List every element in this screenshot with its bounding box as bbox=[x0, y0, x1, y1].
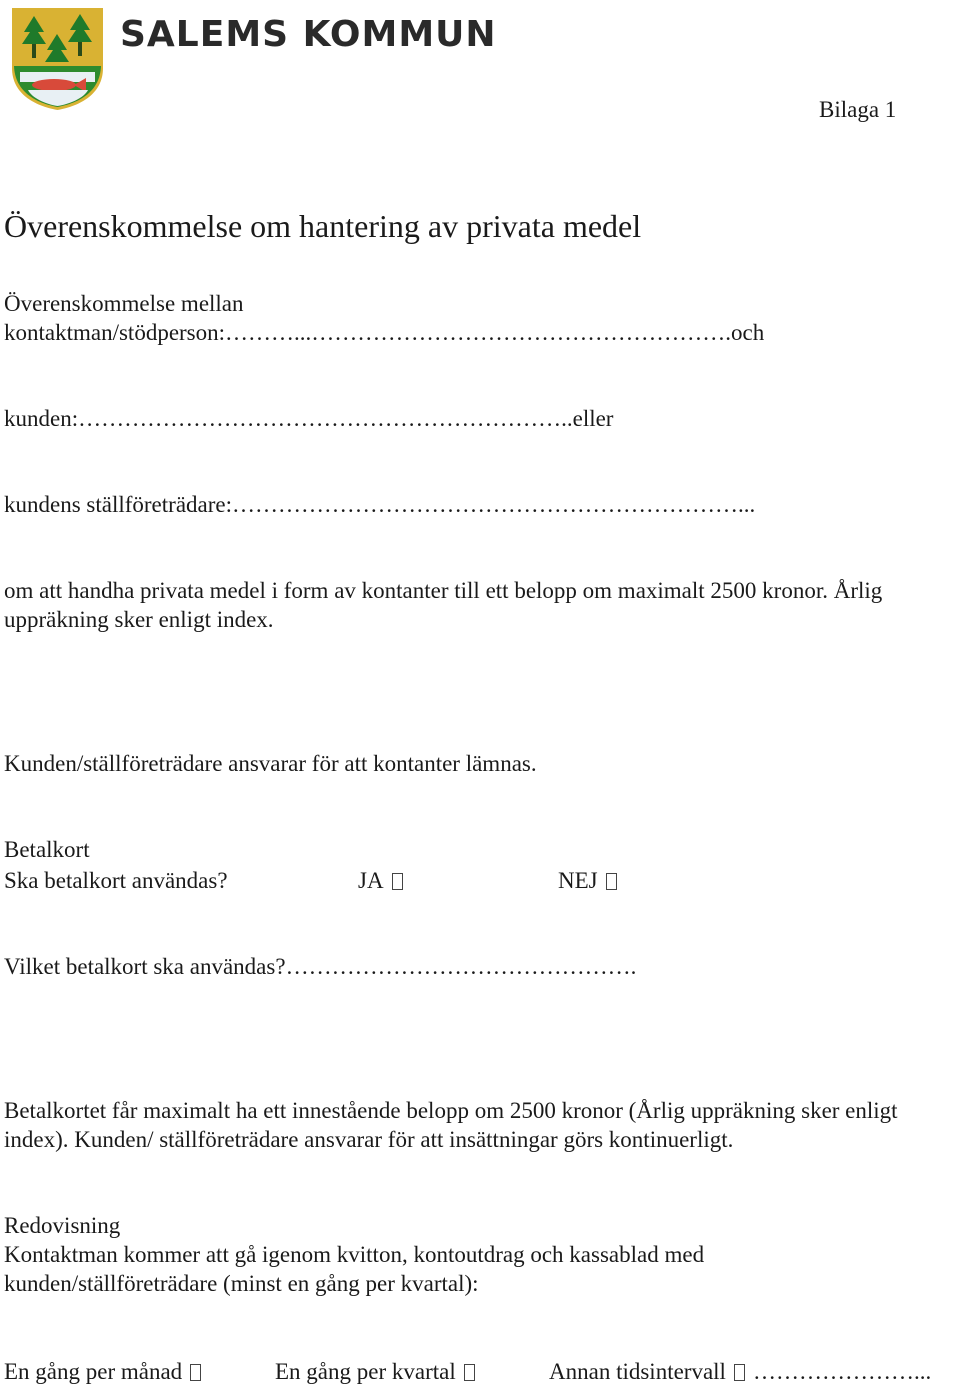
no-label: NEJ bbox=[558, 868, 598, 893]
which-card-blank: ………………………………………. bbox=[285, 954, 637, 979]
monthly-option[interactable] bbox=[4, 1357, 201, 1386]
customer-blank: ………………………………………………………..eller bbox=[78, 406, 614, 431]
contact-person-blank: ………...……………………………………………….och bbox=[225, 320, 765, 345]
other-interval-label: Annan tidsintervall bbox=[549, 1359, 726, 1384]
payment-card-question: Ska betalkort användas? bbox=[4, 868, 228, 893]
other-interval-checkbox[interactable] bbox=[734, 1364, 745, 1381]
monthly-checkbox[interactable] bbox=[190, 1364, 201, 1381]
municipality-name: SALEMS KOMMUN bbox=[120, 14, 497, 55]
customer-label: kunden: bbox=[4, 406, 79, 431]
contact-person-field[interactable] bbox=[4, 318, 764, 347]
monthly-label: En gång per månad bbox=[4, 1359, 183, 1384]
customer-field[interactable] bbox=[4, 404, 613, 433]
cash-handling-paragraph: om att handha privata medel i form av kontanter till ett belopp om maximalt 2500 kronor. Årlig uppräkning sker enligt index. bbox=[4, 578, 883, 632]
no-option[interactable] bbox=[558, 866, 617, 895]
page-title: Överenskommelse om hantering av privata medel bbox=[4, 208, 642, 244]
reporting-heading: Redovisning bbox=[4, 1213, 121, 1238]
which-card-field[interactable] bbox=[4, 952, 636, 981]
cash-responsibility-text: Kunden/ställföreträdare ansvarar för att kontanter lämnas. bbox=[4, 751, 537, 776]
yes-checkbox[interactable] bbox=[392, 873, 403, 890]
representative-blank: …………………………………………………………... bbox=[232, 492, 756, 517]
contact-person-label: kontaktman/stödperson: bbox=[4, 320, 226, 345]
other-interval-blank: …………………... bbox=[752, 1359, 932, 1384]
representative-label: kundens ställföreträdare: bbox=[4, 492, 232, 517]
which-card-label: Vilket betalkort ska användas? bbox=[4, 954, 286, 979]
reporting-text-line1: Kontaktman kommer att gå igenom kvitton, kontoutdrag och kassablad med bbox=[4, 1242, 705, 1267]
agreement-intro: Överenskommelse mellan bbox=[4, 291, 244, 316]
representative-field[interactable] bbox=[4, 490, 755, 519]
attachment-label: Bilaga 1 bbox=[819, 97, 897, 122]
yes-option[interactable] bbox=[358, 866, 403, 895]
quarterly-checkbox[interactable] bbox=[464, 1364, 475, 1381]
no-checkbox[interactable] bbox=[606, 873, 617, 890]
municipal-coat-of-arms-icon bbox=[10, 6, 105, 112]
quarterly-label: En gång per kvartal bbox=[275, 1359, 456, 1384]
reporting-text-line2: kunden/ställföreträdare (minst en gång per kvartal): bbox=[4, 1271, 479, 1296]
card-limit-paragraph: Betalkortet får maximalt ha ett innestående belopp om 2500 kronor (Årlig uppräkning sker enligt index). Kunden/ ställföreträdare ansvarar för att insättningar görs kontinuerligt. bbox=[4, 1098, 898, 1152]
yes-label: JA bbox=[358, 868, 384, 893]
payment-card-heading: Betalkort bbox=[4, 837, 90, 862]
quarterly-option[interactable] bbox=[275, 1357, 475, 1386]
other-interval-option[interactable] bbox=[549, 1357, 931, 1386]
